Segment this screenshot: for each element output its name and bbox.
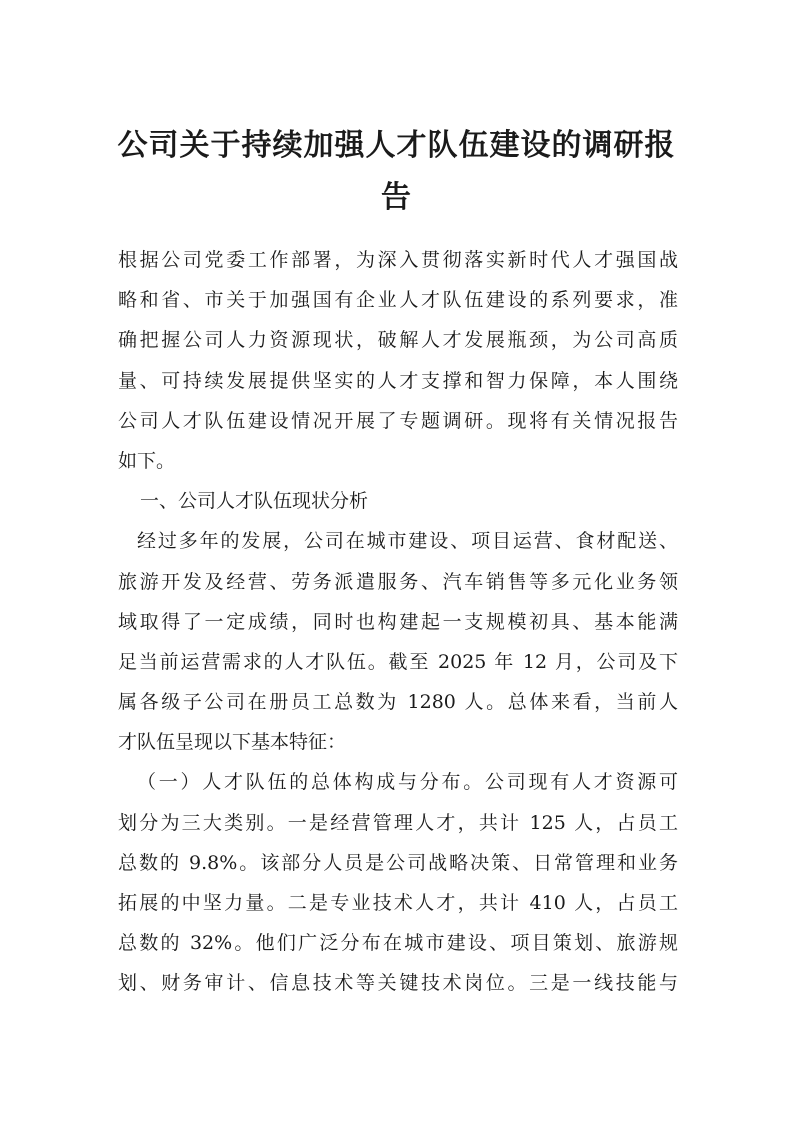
text-line: 拓展的中坚力量。二是专业技术人才，共计 410 人，占员工: [118, 892, 678, 914]
text-line: 量、可持续发展提供坚实的人才支撑和智力保障，本人围绕: [118, 369, 678, 392]
text-line: 才队伍呈现以下基本特征：: [118, 731, 347, 754]
title-line: 公司关于持续加强人才队伍建设的调研报: [117, 128, 676, 163]
text-line: 公司人才队伍建设情况开展了专题调研。现将有关情况报告: [118, 409, 678, 432]
text-line: （一）人才队伍的总体构成与分布。公司现有人才资源可: [137, 771, 678, 794]
section1-paragraph: [118, 521, 678, 762]
text-line: 如下。: [118, 449, 176, 472]
heading-text: 一、公司人才队伍现状分析: [140, 490, 369, 513]
text-line: 划分为三大类别。一是经营管理人才，共计 125 人，占员工: [118, 811, 678, 834]
intro-paragraph: [118, 240, 678, 481]
text-line: 确把握公司人力资源现状，破解人才发展瓶颈，为公司高质: [118, 329, 678, 352]
text-line: 足当前运营需求的人才队伍。截至 2025 年 12 月，公司及下: [118, 650, 678, 673]
subsection1-paragraph: [118, 762, 678, 1003]
section-heading: [118, 481, 678, 521]
text-line: 域取得了一定成绩，同时也构建起一支规模初具、基本能满: [118, 610, 678, 633]
document-title: [96, 120, 697, 224]
text-line: 总数的 32%。他们广泛分布在城市建设、项目策划、旅游规: [118, 932, 678, 955]
document-body: [118, 240, 678, 1004]
text-line: 划、财务审计、信息技术等关键技术岗位。三是一线技能与: [118, 972, 678, 995]
text-line: 根据公司党委工作部署，为深入贯彻落实新时代人才强国战: [118, 249, 678, 271]
title-line: 告: [381, 180, 412, 215]
text-line: 略和省、市关于加强国有企业人才队伍建设的系列要求，准: [118, 289, 678, 312]
text-line: 经过多年的发展，公司在城市建设、项目运营、食材配送、: [137, 530, 678, 553]
text-line: 属各级子公司在册员工总数为 1280 人。总体来看，当前人: [118, 691, 678, 714]
text-line: 旅游开发及经营、劳务派遣服务、汽车销售等多元化业务领: [118, 570, 678, 593]
text-line: 总数的 9.8%。该部分人员是公司战略决策、日常管理和业务: [118, 851, 678, 874]
